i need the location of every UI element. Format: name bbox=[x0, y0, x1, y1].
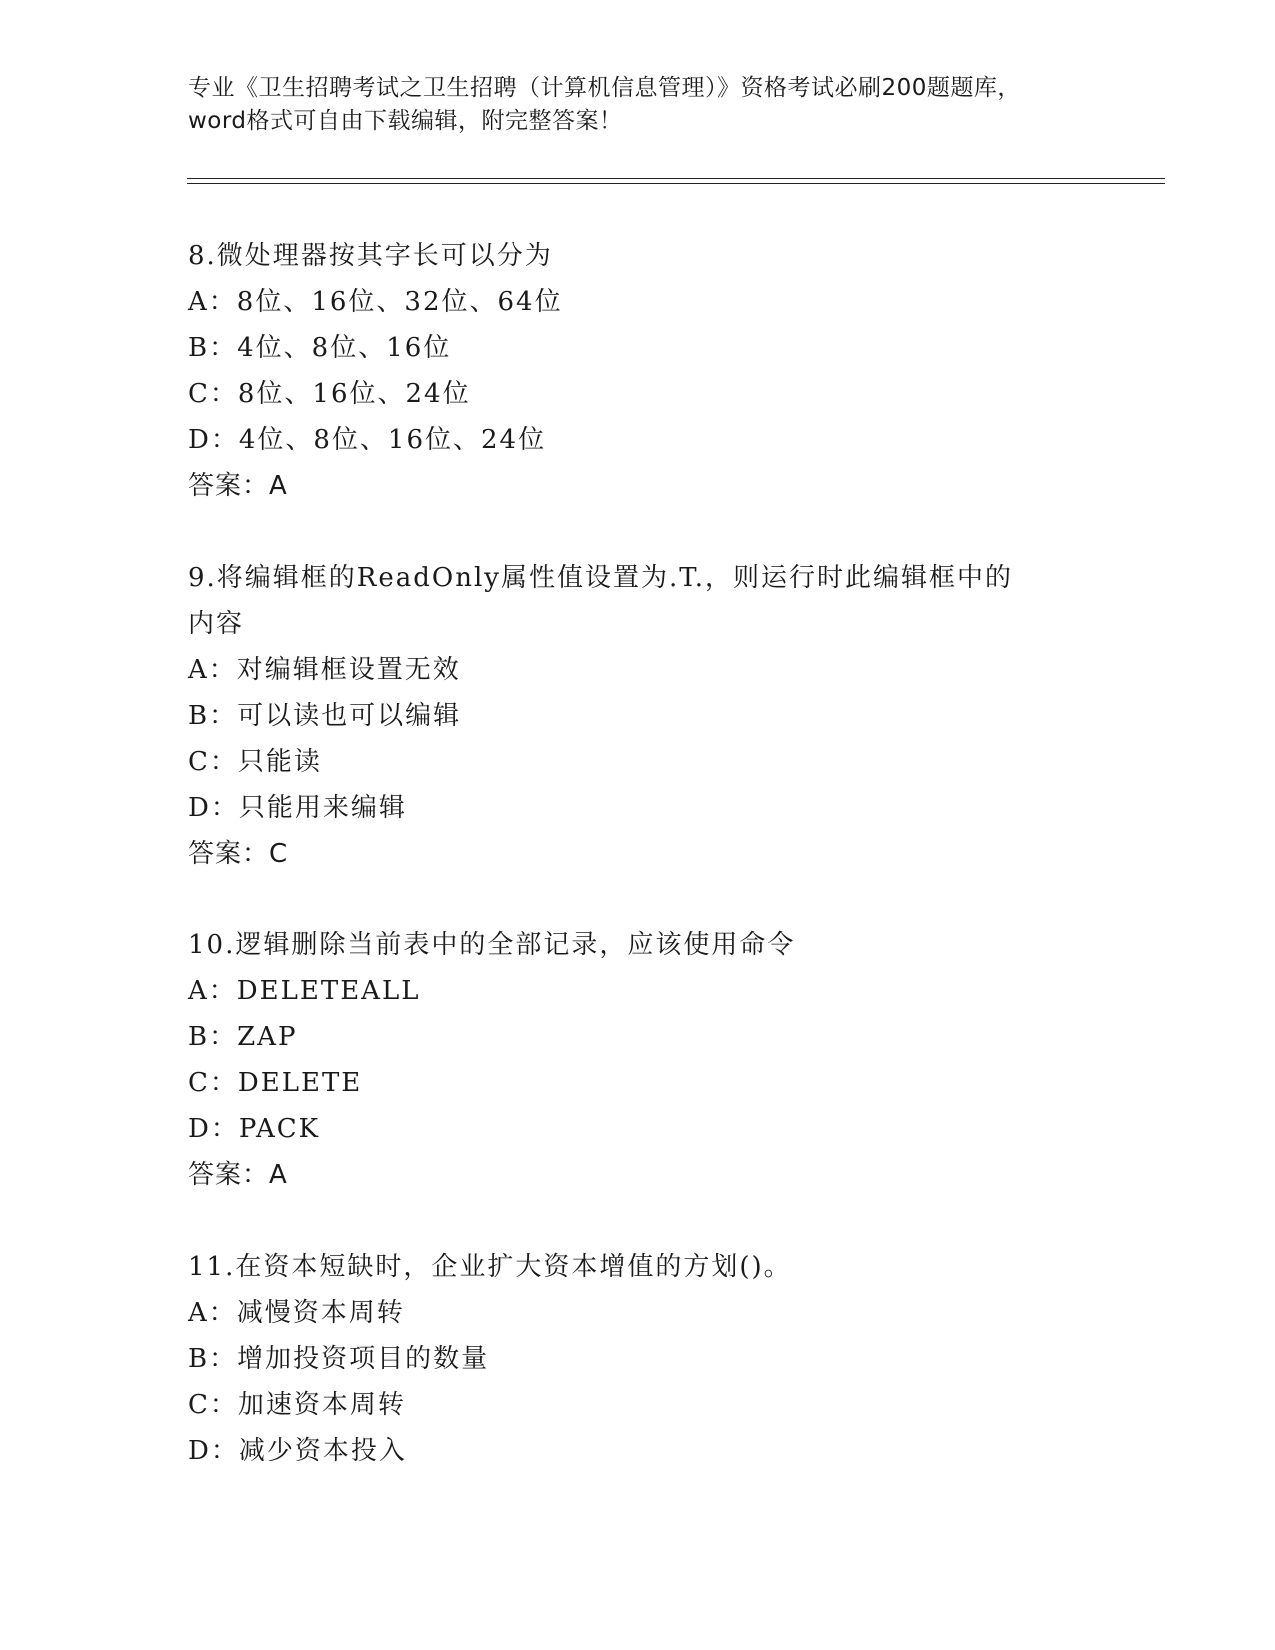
header-divider-bottom bbox=[187, 183, 1165, 184]
option-b: B：增加投资项目的数量 bbox=[188, 1344, 490, 1374]
option-a: A：减慢资本周转 bbox=[188, 1298, 405, 1328]
option-d: D：减少资本投入 bbox=[188, 1436, 407, 1466]
option-c: C：DELETE bbox=[188, 1068, 363, 1098]
option-a: A：对编辑框设置无效 bbox=[188, 655, 461, 685]
document-header bbox=[188, 72, 1088, 138]
option-c: C：只能读 bbox=[188, 747, 322, 777]
header-line-1: 专业《卫生招聘考试之卫生招聘（计算机信息管理）》资格考试必刷200题题库， bbox=[188, 75, 1021, 101]
answer: 答案：A bbox=[188, 471, 288, 501]
question-text: 9.将编辑框的ReadOnly属性值设置为.T.，则运行时此编辑框中的内容 bbox=[188, 563, 1014, 639]
question-11 bbox=[188, 1244, 1068, 1474]
answer: 答案：C bbox=[188, 839, 289, 869]
answer: 答案：A bbox=[188, 1160, 288, 1190]
question-text: 11.在资本短缺时，企业扩大资本增值的方划()。 bbox=[188, 1252, 792, 1282]
option-d: D：4位、8位、16位、24位 bbox=[188, 425, 547, 455]
question-8 bbox=[188, 233, 1068, 509]
option-d: D：只能用来编辑 bbox=[188, 793, 407, 823]
header-line-2: word格式可自由下载编辑，附完整答案！ bbox=[188, 108, 623, 134]
question-9 bbox=[188, 555, 1028, 877]
option-c: C：加速资本周转 bbox=[188, 1390, 406, 1420]
question-10 bbox=[188, 922, 1068, 1198]
option-b: B：ZAP bbox=[188, 1022, 298, 1052]
option-d: D：PACK bbox=[188, 1114, 321, 1144]
question-text: 10.逻辑删除当前表中的全部记录，应该使用命令 bbox=[188, 930, 796, 960]
option-c: C：8位、16位、24位 bbox=[188, 379, 471, 409]
option-a: A：8位、16位、32位、64位 bbox=[188, 287, 563, 317]
option-a: A：DELETEALL bbox=[188, 976, 421, 1006]
option-b: B：可以读也可以编辑 bbox=[188, 701, 462, 731]
option-b: B：4位、8位、16位 bbox=[188, 333, 452, 363]
header-divider-top bbox=[187, 178, 1165, 179]
question-text: 8.微处理器按其字长可以分为 bbox=[188, 241, 553, 271]
